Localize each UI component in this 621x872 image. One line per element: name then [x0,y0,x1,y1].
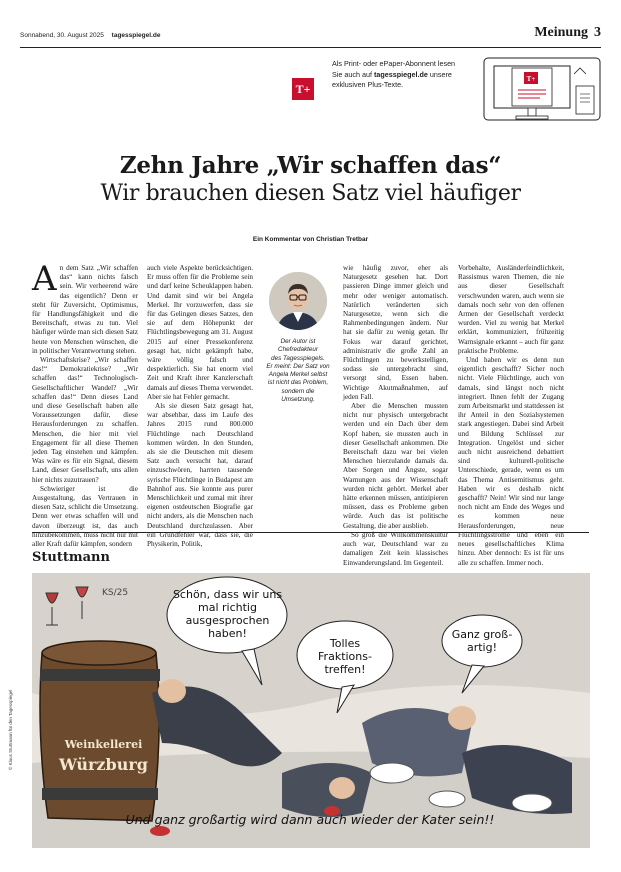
cartoon-illustration [32,573,590,848]
paragraph: Schwieriger ist die Ausgestaltung, das Vertrauen in diesen Satz, schlicht die Umsetzung. Denn wer etwas schaffen will und davon überzeugt ist, das auch hinzubekommen, muss nicht nur mit aller Kraft dafür kämpfen, sondern [32,484,138,549]
cartoon-caption: Und ganz großartig wird dann auch wieder der Kater sein!! [125,812,495,827]
section-header [534,25,601,41]
article-subheadline: Wir brauchen diesen Satz viel häufiger [100,181,521,206]
plus-promo[interactable] [292,56,602,130]
author-photo [269,272,327,330]
tplus-logo: T+ [292,78,314,100]
promo-line-1: Als Print- oder ePaper-Abonnent lesen [332,59,456,68]
author-box [262,272,334,404]
paragraph: wie häufig zuvor, eher als Naturgesetz gesehen hat. Dort passieren Dinge immer gleich und mehr oder weniger automatisch. Natürlich veränderten sich Naturgesetze, wenn sich die Rahmenbedingungen ändern. Nur hat sie dafür zu wenig getan. Ihr Fokus war darauf gerichtet, administrativ die große Zahl an Flüchtlingen zu bewerkstelligen, sodass sie untergebracht sind, versorgt sind, Essen haben. Wichtige Akutmaßnahmen, auf jeden Fall. [343,264,448,401]
barrel-label-1: Weinkellerei [64,738,143,751]
header-divider [20,47,601,48]
speech-bubble-2: Tolles Fraktions-treffen! [318,637,372,676]
site-name[interactable]: tagesspiegel.de [111,32,161,39]
cartoon-credit: © Klaus Stuttmann für den Tagesspiegel [8,689,13,770]
dateline [20,32,160,39]
paragraph: An dem Satz „Wir schaffen das“ kann nichts falsch sein. Wir verheerend wäre das eigentlich? Denn er steht für Zuversicht, Optimismus, für Handlungsfähigkeit und die Bereitschaft, etwas zu tun. Viel häufiger würde man sich diesen Satz heute von Menschen wünschen, die in politischer Verantwortung stehen. [32,259,138,355]
cartoon-signature: KS/25 [102,588,129,598]
article-column-1 [32,259,138,549]
barrel-icon [40,641,160,821]
article-column-2 [147,264,253,549]
article-byline: Ein Kommentar von Christian Tretbar [252,236,369,243]
section-divider [32,532,589,533]
speech-bubble-3: Ganz groß-artig! [451,628,513,654]
author-caption: Der Autor ist Chefredakteur des Tagesspiegels. Er meint: Der Satz von Angela Merkel selbst ist nicht das Problem, sondern die Umsetzung. [266,338,330,404]
paragraph: Als sie diesen Satz gesagt hat, war absehbar, dass im Laufe des Jahres 2015 rund 800.000 Flüchtlinge nach Deutschland kommen würden. In den Stunden, als sie die Deutschen mit diesem Satz auch versucht hat, darauf einzuschwören, harrten tausende syrische Flüchtlinge in Budapest am Bahnhof aus. Sie konnte aus purer Menschlichkeit und zumal mit ihrer eigenen ostdeutschen Biografie gar nicht anders, als die Menschen nach Deutschland durchzulassen. Aber ein Grundfehler war, dass sie, die Physikerin, Politik, [147,402,253,549]
cartoon-section-title: Stuttmann [32,550,110,565]
issue-date: Sonnabend, 30. August 2025 [20,32,104,39]
article-column-3 [343,264,448,568]
page-number: 3 [594,25,601,40]
paragraph: auch viele Aspekte berücksichtigen. Er muss offen für die Probleme sein und darf keine Scheuklappen haben. Und damit sind wir bei Angela Merkel. Ihr vorzuwerfen, dass sie für das Gelingen dieses Satzes, den sie auf dem Höhepunkt der Flüchtlingsbewegung am 31. August 2015 auf einer Pressekonferenz gesagt hat, nicht gekämpft habe, wäre völlig falsch und despektierlich. Sie hat enorm viel Zeit und Kraft ihrer Kanzlerschaft damals auf dieses Thema verwendet. Aber sie hat Fehler gemacht. [147,264,253,401]
barrel-label-2: Würzburg [59,755,148,774]
speech-bubble-1: Schön, dass wir uns mal richtig ausgesprochen haben! [172,588,283,640]
promo-site-link[interactable]: tagesspiegel.de [373,69,428,79]
paragraph: Wirtschaftskrise? „Wir schaffen das!“ Demokratiekrise? „Wir schaffen das!“ Technologisch-Gesellschaftlicher Wandel? „Wir schaffen das!“ Denn dieses Land und diese Gesellschaft haben alle Voraussetzungen dafür, diese Herausforderungen zu schaffen. Menschen, die hier mit viel Engagement für all diese Themen jeden Tag einstehen und kämpfen. Was wäre es für ein Signal, diesem Land, dieser Gesellschaft, uns allen hier nichts zuzutrauen? [32,356,138,484]
computer-illustration-icon [482,56,602,130]
article-column-4 [458,264,564,568]
section-name: Meinung [534,25,588,40]
paragraph: Und haben wir es denn nun eigentlich geschafft? Sicher noch nicht. Viele Flüchtlinge, auch von damals, sind längst noch nicht integriert. Ihnen fehlt der Zugang zum Arbeitsmarkt und stattdessen ist ihr Anteil in den Sozialsystemen stark angestiegen. Dabei sind Arbeit und Bildung Schlüssel zur Integration. Ungelöst und sicher auch nicht ausreichend debattiert sind kulturell-politische Unterschiede, gerade, wenn es um das Thema Antisemitismus geht. Haben wir es deshalb nicht geschafft? Nein! Wir sind nur lange noch nicht am Ende des Weges und es kommen neue Herausforderungen, neue Flüchtlingsströme und eben ein neues gesellschaftliches Klima hinzu. Aber dennoch: Es ist für uns alle zu schaffen. Immer noch. [458,356,564,567]
paragraph: So groß die Willkommenskultur auch war, Deutschland war zu damaligen Zeit kein klassisches Einwanderungsland. Im Gegenteil. [343,530,448,567]
paragraph: Aber die Menschen mussten nicht nur physisch untergebracht werden und ein Dach über dem Kopf haben, sie mussten auch in dieser Gesellschaft ankommen. Die Bereitschaft dazu war bei vielen Menschen hierzulande damals da. Aber Sorgen und Ängste, sogar Warnungen aus der Wissenschaft wurden nicht gehört. Merkel aber hätte erkennen müssen, antizipieren müssen, dass es Probleme geben würde. Auch das ist politische Gestaltung, die aber ausblieb. [343,402,448,530]
svg-text:T+: T+ [526,75,536,83]
drop-cap: A [32,259,57,299]
author-portrait-icon [269,272,327,330]
promo-line-3: exklusiven Plus-Texte. [332,80,404,89]
promo-line-2: Sie auch auf tagesspiegel.de unsere [332,69,452,79]
paragraph: Vorbehalte, Ausländerfeindlichkeit, Rassismus waren Themen, die nie aus dieser Gesellschaft verschwunden waren, auch wenn sie damals noch sehr von den offenen Armen der Gesellschaft verdeckt wurden. Viel zu wenig hat Merkel erklärt, kommuniziert, frühzeitig Warnsignale erkannt – auch für ganz praktische Probleme. [458,264,564,355]
promo-text [332,59,492,91]
article-headline: Zehn Jahre „Wir schaffen das“ [119,152,502,179]
